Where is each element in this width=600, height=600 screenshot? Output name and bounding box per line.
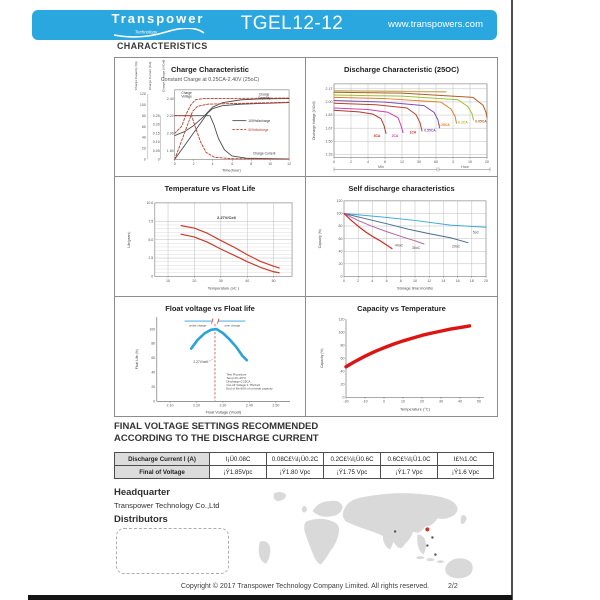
final-voltage-heading <box>114 421 319 446</box>
svg-text:3CA: 3CA <box>373 134 381 139</box>
svg-text:120: 120 <box>338 316 345 321</box>
charge-characteristic-chart <box>115 58 305 176</box>
svg-text:0: 0 <box>383 399 385 404</box>
svg-text:3: 3 <box>451 159 455 164</box>
svg-text:20: 20 <box>340 382 345 387</box>
svg-text:-10: -10 <box>362 399 368 404</box>
svg-text:2.5: 2.5 <box>148 256 154 261</box>
map-location-dot <box>425 527 429 531</box>
svg-text:Charge: Charge <box>259 92 270 97</box>
svg-text:1.50: 1.50 <box>325 139 333 144</box>
table-cell: 0.08C£¼Ⅰ¡Ü0.2C <box>267 453 324 466</box>
svg-text:2.17: 2.17 <box>325 87 333 92</box>
svg-text:Temperature (oC ): Temperature (oC ) <box>207 285 240 291</box>
page-edge-line-bottom <box>28 595 512 600</box>
svg-text:4: 4 <box>211 161 214 166</box>
table-cell: Discharge Current Ⅰ (A) <box>115 453 210 466</box>
map-asia <box>343 493 458 548</box>
svg-text:6: 6 <box>383 159 387 164</box>
page-number: 2/2 <box>448 583 458 590</box>
svg-text:1CA: 1CA <box>409 130 417 135</box>
svg-text:Charge Voltage (V/Cell): Charge Voltage (V/Cell) <box>161 59 166 93</box>
table-cell: ¡Ý1.7 Vpc <box>381 466 438 479</box>
svg-text:40: 40 <box>338 249 343 254</box>
svg-text:1.67: 1.67 <box>325 126 333 131</box>
svg-text:0.25CA: 0.25CA <box>438 123 450 128</box>
svg-text:80: 80 <box>141 113 146 118</box>
svg-text:50: 50 <box>271 279 276 284</box>
company-logo <box>102 12 214 43</box>
chart-self-discharge-panel <box>306 177 497 296</box>
svg-text:0.15: 0.15 <box>152 131 160 136</box>
chart-float-voltage-float-life-panel <box>115 297 306 416</box>
chart-title: Self discharge characteristics <box>348 184 455 194</box>
table-cell: 0.6C£¼Ⅰ¡Ü1.0C <box>381 453 438 466</box>
svg-text:10: 10 <box>401 399 405 404</box>
logo-wordmark: Transpower <box>111 11 205 26</box>
svg-text:8: 8 <box>250 161 253 166</box>
svg-text:Hour: Hour <box>461 164 469 169</box>
svg-text:10: 10 <box>166 279 171 284</box>
svg-text:60: 60 <box>141 124 146 129</box>
logo-subtext: Technology <box>134 29 158 35</box>
svg-text:6: 6 <box>385 279 388 284</box>
map-location-dot <box>431 536 433 538</box>
svg-text:100: 100 <box>149 326 156 331</box>
svg-text:20: 20 <box>484 279 488 284</box>
characteristics-heading: CHARACTERISTICS <box>117 41 208 51</box>
svg-text:5oC: 5oC <box>472 230 480 235</box>
svg-text:80: 80 <box>151 341 156 346</box>
svg-text:Min: Min <box>378 164 384 169</box>
map-greenland <box>274 492 287 501</box>
svg-text:0: 0 <box>173 161 176 166</box>
table-cell: ¡Ý1.85Vpc <box>210 466 267 479</box>
svg-text:Capacity: Capacity <box>258 96 271 101</box>
svg-text:0.55CA: 0.55CA <box>424 128 436 133</box>
svg-text:2.30: 2.30 <box>219 403 227 408</box>
svg-text:2.20: 2.20 <box>193 403 200 408</box>
page-edge-line-right <box>511 0 513 600</box>
map-uk <box>302 506 307 512</box>
svg-text:120: 120 <box>336 199 343 204</box>
svg-text:Capacity (%): Capacity (%) <box>317 229 323 249</box>
map-australia <box>445 558 473 578</box>
website-url[interactable]: www.transpowers.com <box>387 19 483 30</box>
svg-text:0: 0 <box>332 159 336 164</box>
svg-text:20: 20 <box>192 279 197 284</box>
svg-text:Float Life (%): Float Life (%) <box>134 348 139 369</box>
capacity-temperature-chart <box>306 297 497 416</box>
svg-text:2.40: 2.40 <box>166 96 174 101</box>
svg-text:0: 0 <box>340 274 343 279</box>
svg-text:12: 12 <box>287 161 292 166</box>
svg-text:100: 100 <box>139 102 146 107</box>
svg-text:18: 18 <box>469 279 474 284</box>
svg-text:40oC: 40oC <box>394 243 404 248</box>
chart-discharge-characteristic-panel <box>306 58 497 177</box>
svg-text:10: 10 <box>268 161 273 166</box>
svg-text:20: 20 <box>338 262 343 267</box>
svg-text:4: 4 <box>371 279 374 284</box>
svg-text:60: 60 <box>338 237 343 242</box>
svg-text:50%discharge: 50%discharge <box>248 127 269 132</box>
svg-text:0.20: 0.20 <box>152 122 160 127</box>
svg-text:30oC: 30oC <box>411 246 421 251</box>
svg-text:1.80: 1.80 <box>166 148 174 153</box>
map-indonesia <box>416 556 424 559</box>
svg-text:40: 40 <box>458 399 462 404</box>
svg-text:60: 60 <box>340 355 345 360</box>
svg-text:40: 40 <box>151 370 156 375</box>
svg-text:30: 30 <box>439 399 443 404</box>
svg-text:under charge: under charge <box>188 323 207 328</box>
svg-text:Capacity (%): Capacity (%) <box>320 348 324 368</box>
table-cell: ¡Ý1.75 Vpc <box>324 466 381 479</box>
svg-text:0: 0 <box>151 274 154 279</box>
svg-text:2.00: 2.00 <box>166 131 174 136</box>
svg-text:Cut-off Voltage:1.75V/cell: Cut-off Voltage:1.75V/cell <box>226 382 260 387</box>
svg-text:2.00: 2.00 <box>325 100 333 105</box>
table-cell: ¡Ý1.80 Vpc <box>267 466 324 479</box>
svg-text:-20: -20 <box>343 399 349 404</box>
table-cell: Ⅰ¡Ü0.08C <box>210 453 267 466</box>
distributors-box <box>116 528 229 574</box>
chart-subtitle: Constant Charge at 0.25CA-2.40V (25oC) <box>160 77 260 83</box>
svg-text:0: 0 <box>342 279 346 284</box>
svg-text:2.40: 2.40 <box>245 403 253 408</box>
map-europe <box>312 501 342 517</box>
svg-text:Charge: Charge <box>181 90 192 95</box>
svg-text:0: 0 <box>342 395 345 400</box>
map-indonesia <box>437 560 444 563</box>
svg-text:60: 60 <box>434 159 438 164</box>
svg-text:Charge Capacity (%): Charge Capacity (%) <box>133 61 138 91</box>
svg-text:Discharge Voltage (V/Cell): Discharge Voltage (V/Cell) <box>311 101 317 140</box>
svg-text:2: 2 <box>349 159 353 164</box>
map-india <box>383 531 394 550</box>
svg-text:End of life:60% of nominal cap: End of life:60% of nominal capacity <box>226 386 273 391</box>
svg-text:2.27V/Cell: 2.27V/Cell <box>217 215 236 221</box>
svg-text:Voltage: Voltage <box>181 94 192 99</box>
svg-text:1.33: 1.33 <box>325 152 333 157</box>
svg-text:20oC: 20oC <box>451 244 461 249</box>
svg-text:over charge: over charge <box>224 323 241 328</box>
svg-text:20: 20 <box>485 159 489 164</box>
svg-text:2.50: 2.50 <box>272 403 280 408</box>
svg-text:30: 30 <box>417 159 421 164</box>
table-cell: 0.2C£¼Ⅰ¡Ü0.6C <box>324 453 381 466</box>
final-voltage-table <box>114 452 494 479</box>
headquarter-label: Headquarter <box>114 487 170 498</box>
map-indonesia <box>426 558 434 561</box>
svg-text:Life(years): Life(years) <box>126 231 131 248</box>
map-south-america <box>259 541 271 564</box>
svg-text:12: 12 <box>400 159 404 164</box>
world-map <box>254 489 508 587</box>
svg-text:0.1CA: 0.1CA <box>458 120 468 125</box>
chart-title: Float voltage vs Float life <box>165 303 255 313</box>
svg-text:40: 40 <box>245 279 250 284</box>
svg-text:100: 100 <box>338 329 345 334</box>
svg-text:0.10: 0.10 <box>152 140 160 145</box>
map-location-dot <box>434 553 436 555</box>
svg-text:20: 20 <box>420 399 424 404</box>
svg-text:20: 20 <box>141 146 146 151</box>
svg-text:14: 14 <box>441 279 446 284</box>
svg-text:80: 80 <box>340 342 345 347</box>
svg-text:0.05: 0.05 <box>152 148 160 153</box>
chart-title: Capacity vs Temperature <box>357 303 446 313</box>
discharge-characteristic-chart <box>306 58 497 176</box>
svg-text:100%discharge: 100%discharge <box>248 118 271 123</box>
svg-text:8: 8 <box>399 279 402 284</box>
map-africa <box>304 519 339 565</box>
svg-text:2.10: 2.10 <box>166 403 174 408</box>
svg-text:0: 0 <box>157 157 160 162</box>
table-row <box>115 466 494 479</box>
svg-text:40: 40 <box>340 369 345 374</box>
svg-text:60: 60 <box>151 355 156 360</box>
svg-text:100: 100 <box>336 211 343 216</box>
headquarter-name: Transpower Technology Co.,Ltd <box>114 501 220 510</box>
svg-text:16: 16 <box>455 279 460 284</box>
table-row <box>115 453 494 466</box>
copyright-text: Copyright © 2017 Transpower Technology Company Limited. All rights reserved. <box>180 583 430 590</box>
chart-title: Charge Characteristic <box>171 65 249 74</box>
model-title: TGEL12-12 <box>240 13 344 34</box>
svg-text:6: 6 <box>231 161 234 166</box>
header-bar <box>32 10 497 40</box>
map-location-dot <box>426 544 428 546</box>
svg-text:0.25: 0.25 <box>152 113 160 118</box>
svg-text:Storage time:months: Storage time:months <box>397 285 433 291</box>
svg-text:Float Voltage (V/cell): Float Voltage (V/cell) <box>205 408 242 414</box>
table-cell: Ⅰ£¾1.0C <box>438 453 494 466</box>
svg-text:2.27V/cell: 2.27V/cell <box>193 359 208 364</box>
svg-text:80: 80 <box>338 224 343 229</box>
svg-text:120: 120 <box>139 91 146 96</box>
svg-text:2: 2 <box>192 161 195 166</box>
float-voltage-float-life-chart <box>115 297 305 416</box>
svg-text:10: 10 <box>468 159 472 164</box>
svg-text:10.0: 10.0 <box>146 201 154 206</box>
svg-text:40: 40 <box>141 135 146 140</box>
chart-title: Discharge Characteristic (25OC) <box>343 65 460 74</box>
chart-capacity-temperature-panel <box>306 297 497 416</box>
table-cell: Final of Voltage <box>115 466 210 479</box>
final-voltage-heading-line1: FINAL VOLTAGE SETTINGS RECOMMENDED <box>114 421 319 432</box>
svg-text:Time(hour): Time(hour) <box>222 167 241 173</box>
svg-text:Discharge:0.25CA: Discharge:0.25CA <box>226 379 251 384</box>
svg-text:5.0: 5.0 <box>148 238 154 243</box>
chart-temperature-float-life-panel <box>115 177 306 296</box>
svg-text:4: 4 <box>366 159 370 164</box>
temperature-float-life-chart <box>115 177 305 295</box>
svg-text:2CA: 2CA <box>391 134 399 139</box>
svg-text:0.05CA: 0.05CA <box>475 119 487 124</box>
distributors-label: Distributors <box>114 514 168 525</box>
svg-text:7.5: 7.5 <box>148 219 154 224</box>
svg-text:0: 0 <box>153 399 156 404</box>
table-cell: ¡Ý1.6 Vpc <box>438 466 494 479</box>
chart-title: Temperature vs Float Life <box>164 184 256 194</box>
final-voltage-heading-line2: ACCORDING TO THE DISCHARGE CURRENT <box>114 433 319 445</box>
svg-text:Test Procedure: Test Procedure <box>226 371 247 376</box>
svg-text:Temp:20~25°C: Temp:20~25°C <box>226 375 247 380</box>
logo-swoosh-icon <box>108 28 208 38</box>
map-southeast-asia <box>417 534 426 554</box>
svg-text:2: 2 <box>357 279 360 284</box>
chart-charge-characteristic-panel <box>115 58 306 177</box>
self-discharge-chart <box>306 177 497 295</box>
svg-text:0: 0 <box>143 157 146 162</box>
svg-text:50: 50 <box>477 399 481 404</box>
svg-text:20: 20 <box>151 384 156 389</box>
map-japan <box>461 515 467 524</box>
charts-grid <box>114 57 498 417</box>
svg-text:Charge Current (CA): Charge Current (CA) <box>147 61 152 91</box>
svg-text:Temperature (°C): Temperature (°C) <box>400 405 430 411</box>
svg-text:Charge Current: Charge Current <box>252 151 276 156</box>
svg-text:12: 12 <box>427 279 432 284</box>
svg-text:30: 30 <box>218 279 223 284</box>
svg-text:10: 10 <box>413 279 417 284</box>
svg-text:2.20: 2.20 <box>166 114 174 119</box>
svg-text:1.83: 1.83 <box>325 113 333 118</box>
map-location-dot <box>394 530 396 532</box>
